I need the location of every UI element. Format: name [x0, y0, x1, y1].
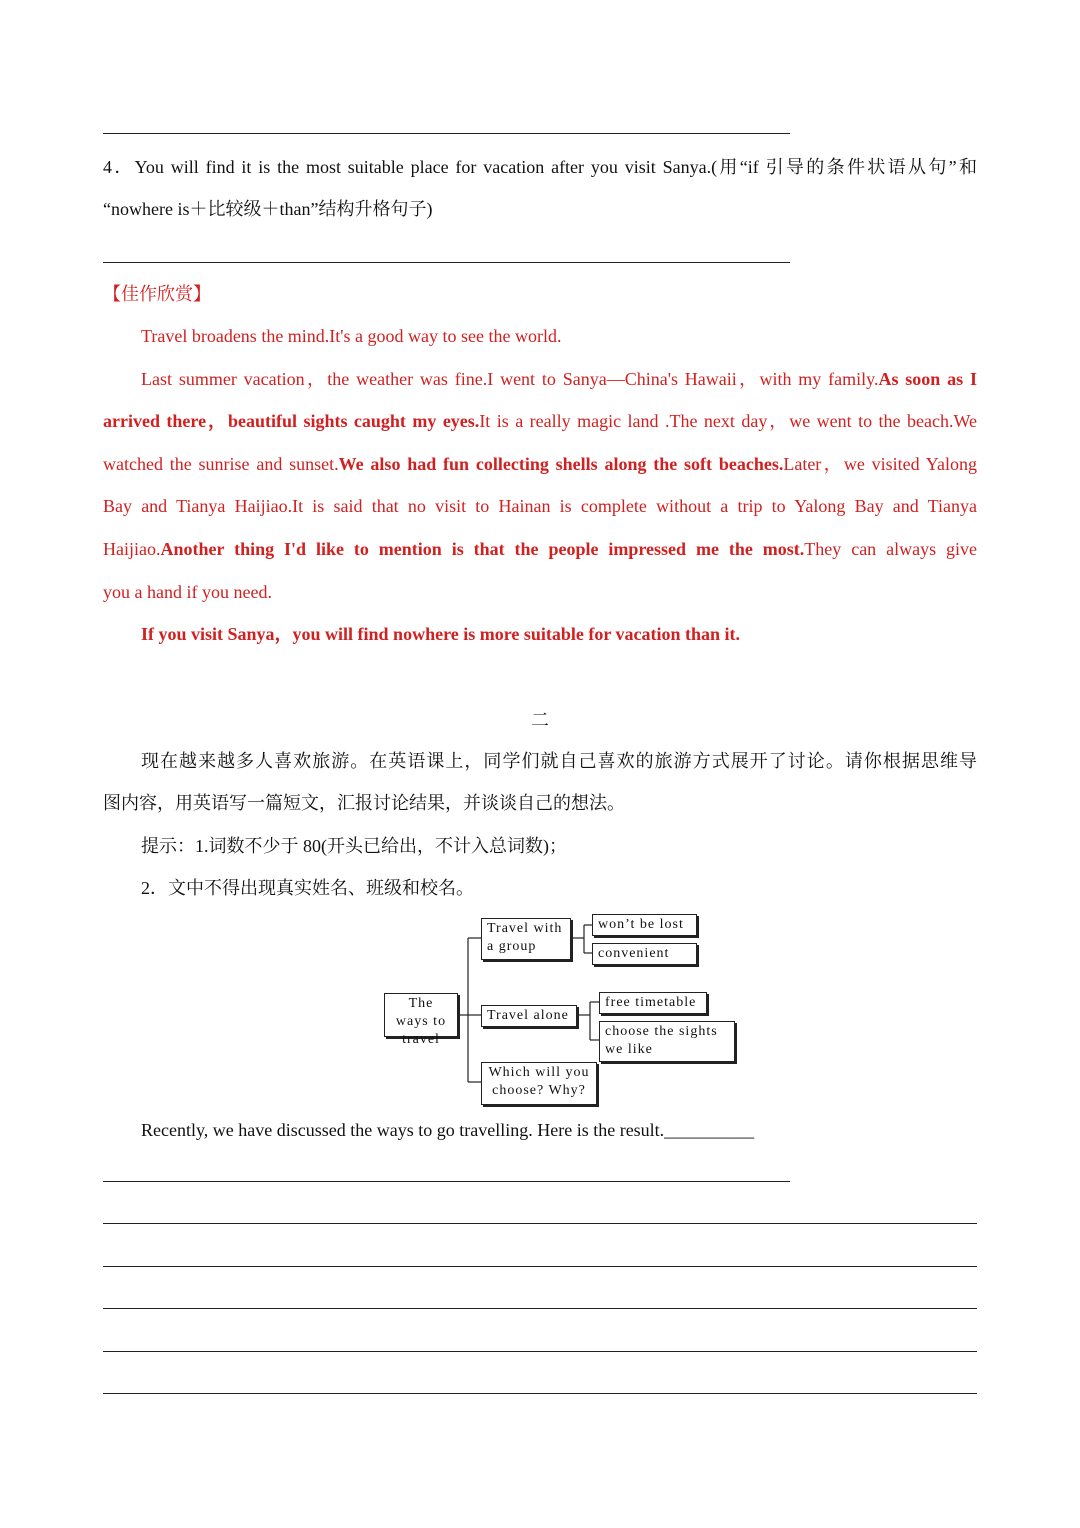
- essay-highlight: We also had fun collecting shells along the soft beaches.: [338, 454, 784, 474]
- mind-map-leaf: won’t be lost: [592, 914, 697, 936]
- essay-highlight: arrived there，beautiful sights caught my eyes.: [103, 411, 480, 431]
- essay-highlight: Another thing I'd like to mention is that the people impressed me the most.: [160, 539, 805, 559]
- mind-map-branch-alone: Travel alone: [481, 1005, 577, 1027]
- writing-line[interactable]: [103, 1223, 977, 1224]
- task-intro-line1: 现在越来越多人喜欢旅游。在英语课上，同学们就自己喜欢的旅游方式展开了讨论。请你根据思维导: [141, 751, 977, 771]
- essay-text: It is a really magic land .The next day，we went to the beach.We: [479, 411, 978, 431]
- essay-opening: Recently, we have discussed the ways to go travelling. Here is the result.__________: [141, 1120, 755, 1140]
- writing-line[interactable]: [103, 1181, 790, 1182]
- essay-paragraph-1: Travel broadens the mind.It's a good way to see the world.: [141, 326, 562, 346]
- section-number: 二: [531, 710, 549, 730]
- mind-map-root: The ways to travel: [384, 993, 458, 1037]
- essay-paragraph-3: If you visit Sanya，you will find nowhere is more suitable for vacation than it.: [141, 624, 741, 644]
- mind-map-leaf: convenient: [592, 943, 697, 965]
- essay-text: Haijiao.: [103, 539, 161, 559]
- essay-line-4: Bay and Tianya Haijiao.It is said that no visit to Hainan is complete without a trip to Yalong Bay and Tianya: [103, 496, 977, 516]
- task-intro-line2: 图内容，用英语写一篇短文，汇报讨论结果，并谈谈自己的想法。: [103, 793, 625, 813]
- mind-map-leaf: free timetable: [599, 992, 707, 1014]
- essay-line-6: you a hand if you need.: [103, 582, 272, 602]
- mind-map-leaf: choose the sights we like: [599, 1021, 735, 1062]
- essay-text: watched the sunrise and sunset.: [103, 454, 339, 474]
- essay-highlight: As soon as I: [878, 369, 977, 389]
- mind-map-branch-group: Travel with a group: [481, 918, 571, 960]
- writing-line[interactable]: [103, 1308, 977, 1309]
- essay-text: Later，we visited Yalong: [783, 454, 977, 474]
- writing-line[interactable]: [103, 1266, 977, 1267]
- mind-map-branch-question: Which will you choose? Why?: [481, 1062, 597, 1105]
- writing-line[interactable]: [103, 1393, 977, 1394]
- essay-text: Last summer vacation，the weather was fine.I went to Sanya—China's Hawaii，with my family.: [141, 369, 879, 389]
- model-essay-heading: 【佳作欣赏】: [103, 284, 211, 304]
- question-4-line1: 4．You will find it is the most suitable place for vacation after you visit Sanya.(用“if 引导的条件状语从句”和: [103, 157, 977, 177]
- essay-text: They can always give: [804, 539, 977, 559]
- hint-1: 提示：1.词数不少于 80(开头已给出，不计入总词数)；: [141, 836, 567, 856]
- question-4-line2: “nowhere is＋比较级＋than”结构升格句子): [103, 199, 433, 219]
- hint-2: 2．文中不得出现真实姓名、班级和校名。: [141, 878, 474, 898]
- writing-line[interactable]: [103, 1351, 977, 1352]
